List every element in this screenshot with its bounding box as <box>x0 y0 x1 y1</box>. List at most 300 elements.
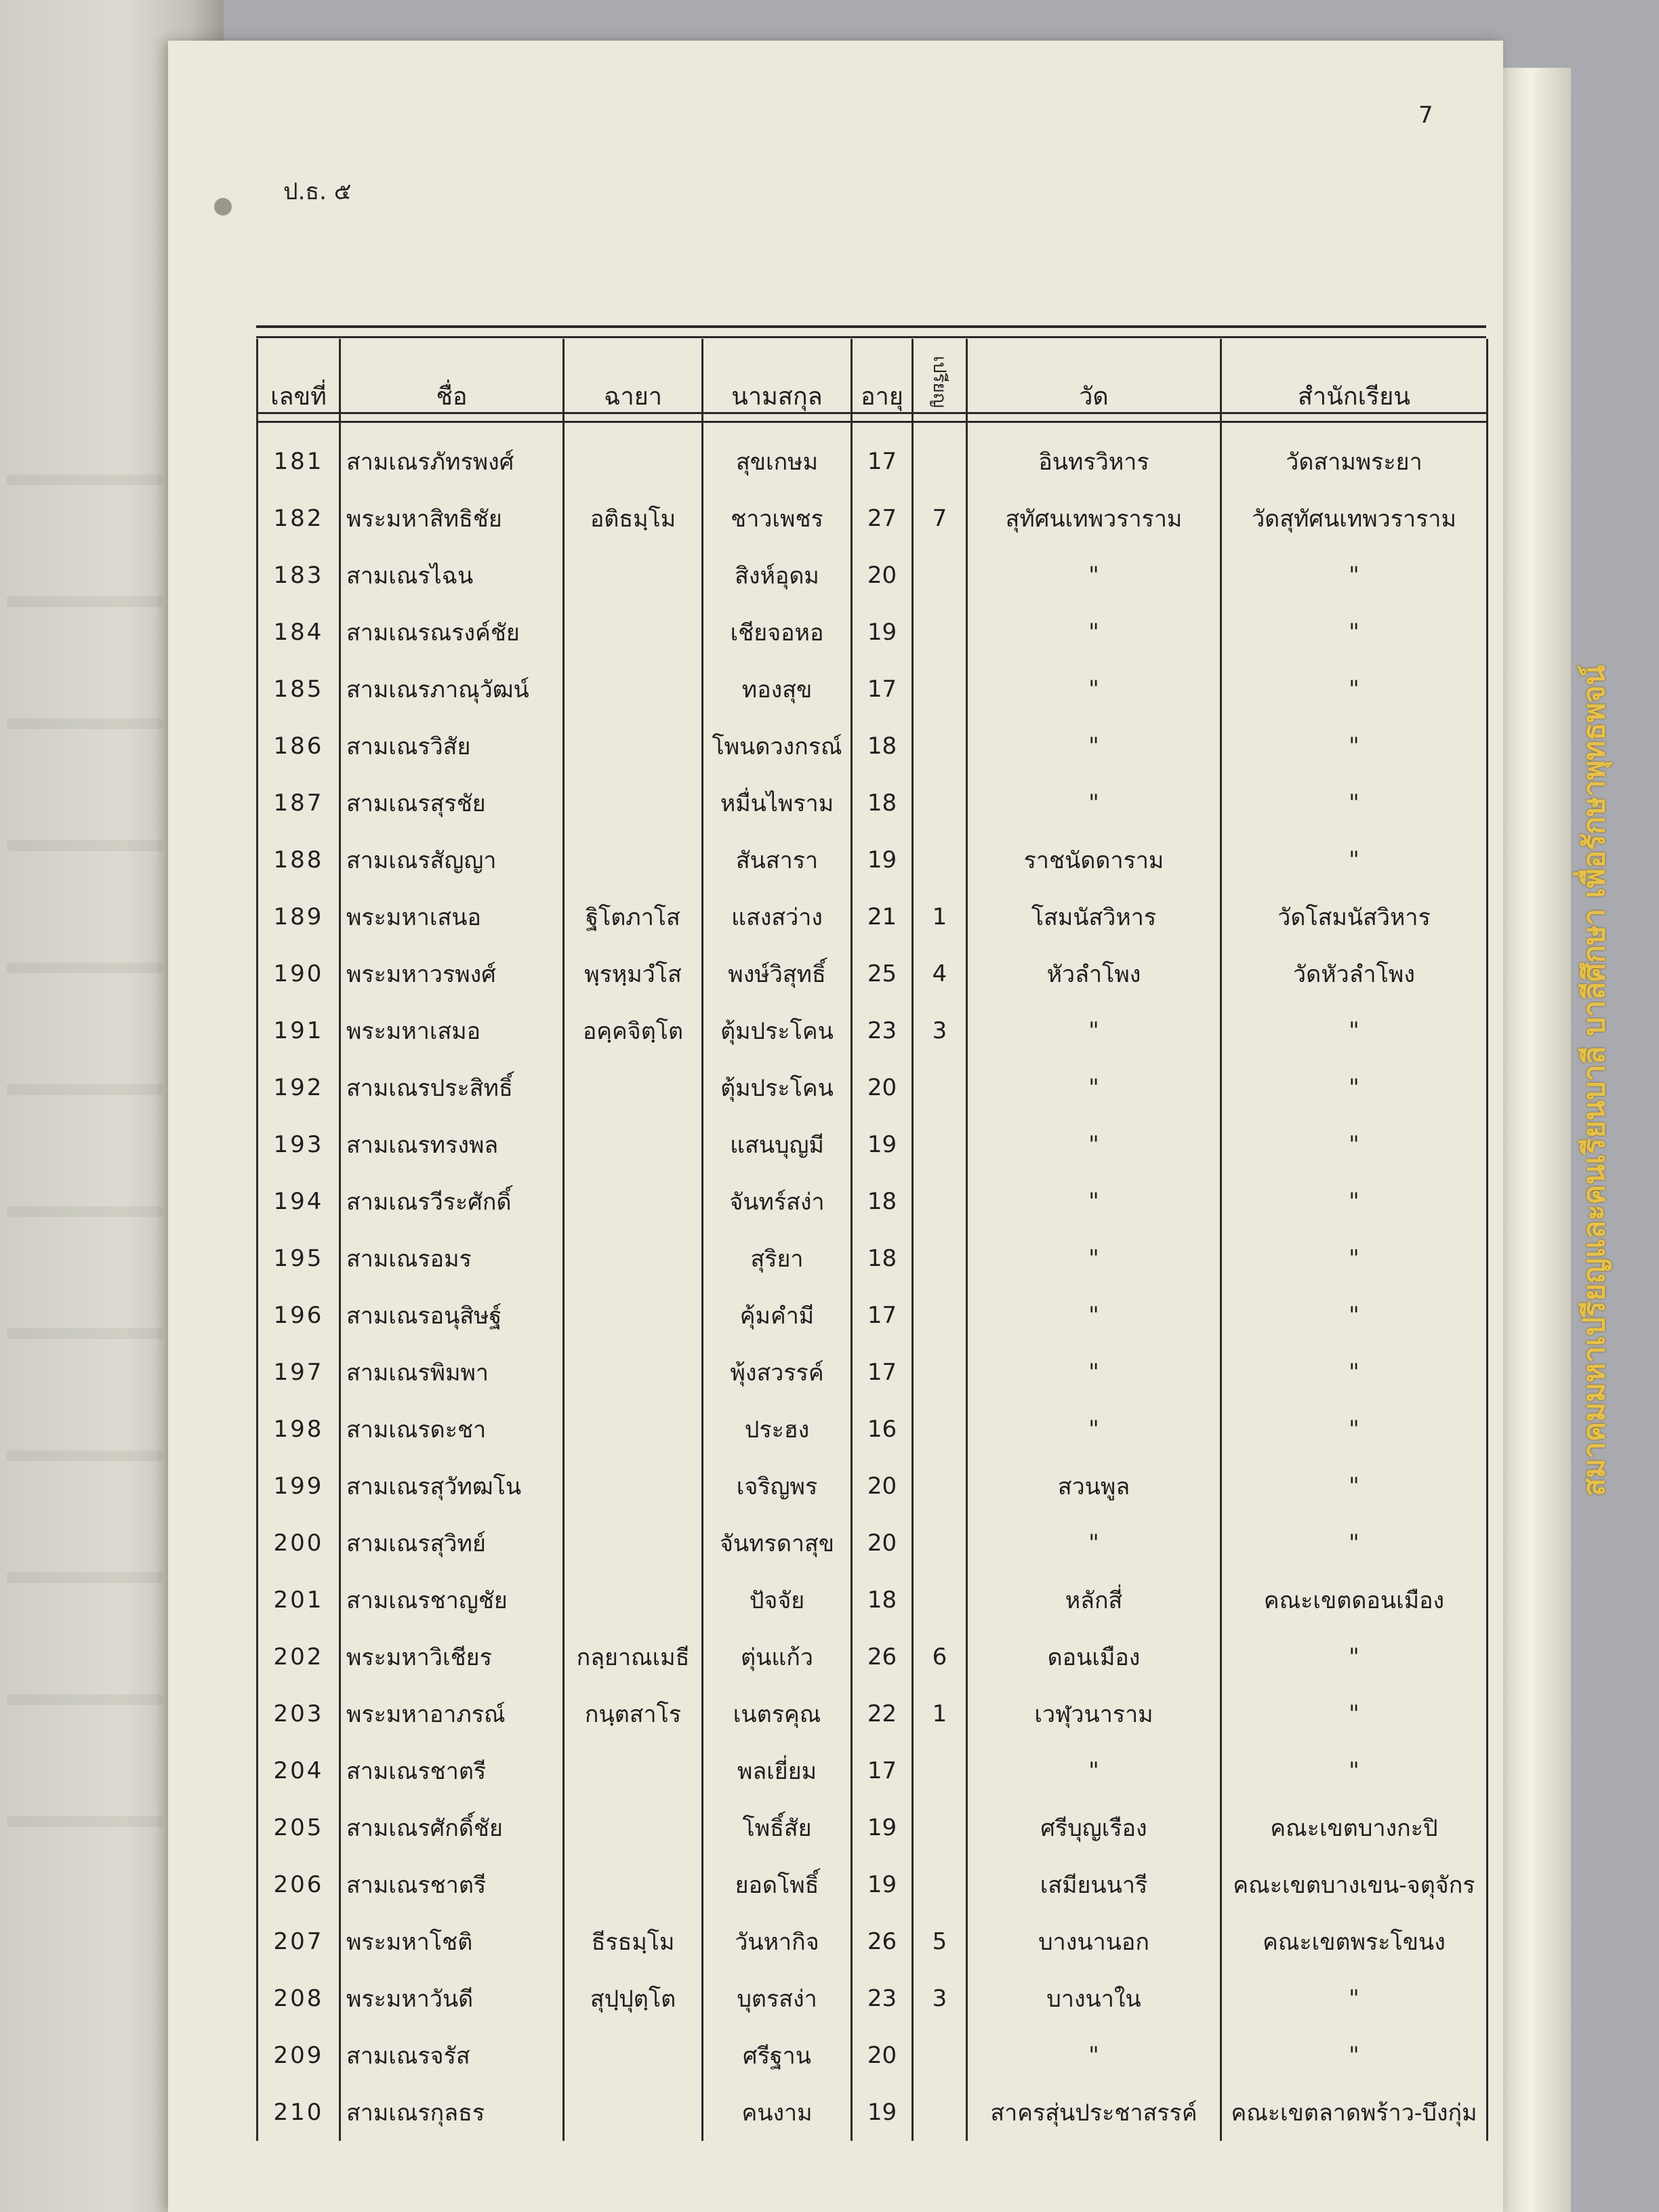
cell-grade-level: 5 <box>913 1913 967 1970</box>
cell-age: 26 <box>852 1629 913 1685</box>
cell-temple: " <box>967 1116 1221 1173</box>
cell-monastic-title <box>564 1287 703 1344</box>
cell-age: 21 <box>852 888 913 945</box>
cell-school: คณะเขตดอนเมือง <box>1221 1572 1488 1629</box>
cell-surname: บุตรสง่า <box>703 1970 852 2027</box>
cell-grade-level <box>913 1742 967 1799</box>
header-grade-label: เปรียญ <box>929 356 949 408</box>
cell-school: " <box>1221 1116 1488 1173</box>
cell-row-number: 190 <box>258 945 340 1002</box>
cell-surname: พุ้งสวรรค์ <box>703 1344 852 1401</box>
cell-surname: ตุ้มประโคน <box>703 1002 852 1059</box>
cell-temple: " <box>967 1515 1221 1572</box>
table-row <box>258 1856 1488 1913</box>
table-row <box>258 1572 1488 1629</box>
faded-text-line <box>7 474 163 485</box>
cell-monk-name: สามเณรกุลธร <box>340 2084 564 2141</box>
cell-row-number: 200 <box>258 1515 340 1572</box>
cell-age: 19 <box>852 1856 913 1913</box>
cell-temple: " <box>967 1401 1221 1458</box>
cell-temple: เวฬุวนาราม <box>967 1685 1221 1742</box>
cell-monk-name: พระมหาอาภรณ์ <box>340 1685 564 1742</box>
cell-grade-level: 1 <box>913 888 967 945</box>
cell-row-number: 181 <box>258 425 340 490</box>
cell-age: 18 <box>852 1230 913 1287</box>
cell-row-number: 205 <box>258 1799 340 1856</box>
cell-monastic-title <box>564 1572 703 1629</box>
table-row <box>258 2027 1488 2084</box>
cell-temple: " <box>967 547 1221 604</box>
cell-grade-level <box>913 1856 967 1913</box>
cell-school: คณะเขตพระโขนง <box>1221 1913 1488 1970</box>
cell-monk-name: พระมหาวรพงศ์ <box>340 945 564 1002</box>
cell-age: 19 <box>852 2084 913 2141</box>
cell-row-number: 194 <box>258 1173 340 1230</box>
cell-grade-level <box>913 1230 967 1287</box>
table-row <box>258 661 1488 718</box>
cell-monk-name: สามเณรสุวัทฒโน <box>340 1458 564 1515</box>
cell-grade-level <box>913 1059 967 1116</box>
cell-age: 20 <box>852 1458 913 1515</box>
cell-age: 23 <box>852 1970 913 2027</box>
cell-monastic-title: พฺรหฺมวํโส <box>564 945 703 1002</box>
cell-temple: อินทรวิหาร <box>967 425 1221 490</box>
cell-monastic-title <box>564 1230 703 1287</box>
cell-surname: สุริยา <box>703 1230 852 1287</box>
cell-grade-level <box>913 775 967 832</box>
cell-monastic-title <box>564 1173 703 1230</box>
cell-age: 27 <box>852 490 913 547</box>
cell-monk-name: พระมหาวันดี <box>340 1970 564 2027</box>
document-page <box>168 41 1503 2212</box>
cell-temple: " <box>967 775 1221 832</box>
cell-row-number: 210 <box>258 2084 340 2141</box>
cell-monk-name: สามเณรสัญญา <box>340 832 564 888</box>
table-row <box>258 1173 1488 1230</box>
cell-school: วัดสุทัศนเทพวราราม <box>1221 490 1488 547</box>
cell-temple: " <box>967 1742 1221 1799</box>
header-title: ฉายา <box>564 339 703 425</box>
cell-monastic-title <box>564 1116 703 1173</box>
cell-grade-level <box>913 425 967 490</box>
cell-monastic-title <box>564 425 703 490</box>
table-row <box>258 604 1488 661</box>
table-row <box>258 425 1488 490</box>
cell-monk-name: พระมหาเสนอ <box>340 888 564 945</box>
cell-school: " <box>1221 718 1488 775</box>
cell-surname: ปัจจัย <box>703 1572 852 1629</box>
header-school: สำนักเรียน <box>1221 339 1488 425</box>
cell-age: 17 <box>852 1742 913 1799</box>
table-header-row <box>258 339 1488 425</box>
cell-school: " <box>1221 775 1488 832</box>
cell-grade-level <box>913 832 967 888</box>
cell-school: " <box>1221 2027 1488 2084</box>
cell-row-number: 186 <box>258 718 340 775</box>
cell-surname: ยอดโพธิ์ <box>703 1856 852 1913</box>
cell-monk-name: สามเณรอนุสิษฐ์ <box>340 1287 564 1344</box>
cell-monk-name: พระมหาโชติ <box>340 1913 564 1970</box>
faded-text-line <box>7 596 163 607</box>
cell-surname: คนงาม <box>703 2084 852 2141</box>
cell-age: 19 <box>852 832 913 888</box>
cell-monastic-title <box>564 2027 703 2084</box>
cell-surname: จันทร์สง่า <box>703 1173 852 1230</box>
header-surname: นามสกุล <box>703 339 852 425</box>
cell-temple: สวนพูล <box>967 1458 1221 1515</box>
watermark: สมาคมมหาเปรียญและคนเรียนบาลี บาลีศึกษา เพื่อรักษาพุทธพจน์ <box>1577 665 1612 1497</box>
cell-row-number: 201 <box>258 1572 340 1629</box>
header-grade <box>913 339 967 425</box>
cell-surname: หมื่นไพราม <box>703 775 852 832</box>
cell-row-number: 182 <box>258 490 340 547</box>
cell-surname: ประฮง <box>703 1401 852 1458</box>
cell-school: " <box>1221 1515 1488 1572</box>
cell-surname: แสงสว่าง <box>703 888 852 945</box>
cell-age: 17 <box>852 1287 913 1344</box>
faded-text-line <box>7 1084 163 1095</box>
cell-school: คณะเขตลาดพร้าว-บึงกุ่ม <box>1221 2084 1488 2141</box>
cell-temple: " <box>967 1002 1221 1059</box>
faded-text-line <box>7 718 163 729</box>
cell-monk-name: พระมหาสิทธิชัย <box>340 490 564 547</box>
cell-monastic-title <box>564 1344 703 1401</box>
cell-monastic-title: กนฺตสาโร <box>564 1685 703 1742</box>
faded-text-line <box>7 1450 163 1461</box>
cell-school: " <box>1221 1287 1488 1344</box>
cell-temple: " <box>967 718 1221 775</box>
table-row <box>258 2084 1488 2141</box>
exam-results-table <box>256 339 1488 2141</box>
cell-grade-level: 3 <box>913 1002 967 1059</box>
cell-temple: หัวลำโพง <box>967 945 1221 1002</box>
cell-monastic-title: ธีรธมฺโม <box>564 1913 703 1970</box>
cell-surname: เชียจอหอ <box>703 604 852 661</box>
faded-text-line <box>7 1816 163 1827</box>
cell-row-number: 209 <box>258 2027 340 2084</box>
cell-monk-name: สามเณรอมร <box>340 1230 564 1287</box>
cell-row-number: 183 <box>258 547 340 604</box>
header-temple: วัด <box>967 339 1221 425</box>
table-row <box>258 775 1488 832</box>
cell-grade-level <box>913 2027 967 2084</box>
cell-surname: คุ้มคำมี <box>703 1287 852 1344</box>
table-row <box>258 1913 1488 1970</box>
cell-grade-level <box>913 718 967 775</box>
cell-school: " <box>1221 1173 1488 1230</box>
cell-school: วัดหัวลำโพง <box>1221 945 1488 1002</box>
cell-surname: แสนบุญมี <box>703 1116 852 1173</box>
cell-grade-level <box>913 1799 967 1856</box>
cell-monk-name: สามเณรวีระศักดิ์ <box>340 1173 564 1230</box>
cell-row-number: 207 <box>258 1913 340 1970</box>
cell-age: 22 <box>852 1685 913 1742</box>
table-row <box>258 1799 1488 1856</box>
cell-grade-level <box>913 1116 967 1173</box>
cell-temple: " <box>967 1344 1221 1401</box>
cell-monk-name: สามเณรดะชา <box>340 1401 564 1458</box>
cell-age: 20 <box>852 1059 913 1116</box>
cell-school: คณะเขตบางกะปิ <box>1221 1799 1488 1856</box>
table-row <box>258 490 1488 547</box>
cell-row-number: 204 <box>258 1742 340 1799</box>
cell-surname: สิงห์อุดม <box>703 547 852 604</box>
cell-monastic-title: ฐิโตภาโส <box>564 888 703 945</box>
cell-monastic-title <box>564 1742 703 1799</box>
cell-monastic-title <box>564 604 703 661</box>
cell-monastic-title <box>564 775 703 832</box>
cell-grade-level <box>913 1287 967 1344</box>
cell-temple: ราชนัดดาราม <box>967 832 1221 888</box>
cell-row-number: 184 <box>258 604 340 661</box>
cell-monk-name: พระมหาวิเชียร <box>340 1629 564 1685</box>
cell-monastic-title <box>564 1856 703 1913</box>
cell-surname: สุขเกษม <box>703 425 852 490</box>
cell-monk-name: สามเณรชาตรี <box>340 1856 564 1913</box>
cell-monk-name: สามเณรณรงค์ชัย <box>340 604 564 661</box>
cell-school: " <box>1221 1685 1488 1742</box>
page-edge <box>1503 68 1571 2212</box>
cell-grade-level <box>913 604 967 661</box>
cell-age: 16 <box>852 1401 913 1458</box>
cell-age: 17 <box>852 425 913 490</box>
table-row <box>258 1059 1488 1116</box>
cell-surname: วันหากิจ <box>703 1913 852 1970</box>
cell-temple: ดอนเมือง <box>967 1629 1221 1685</box>
cell-temple: บางนานอก <box>967 1913 1221 1970</box>
header-double-rule <box>256 325 1486 338</box>
table-row <box>258 718 1488 775</box>
cell-surname: โพนดวงกรณ์ <box>703 718 852 775</box>
header-age: อายุ <box>852 339 913 425</box>
document-code: ป.ธ. ๕ <box>283 178 352 205</box>
cell-school: คณะเขตบางเขน-จตุจักร <box>1221 1856 1488 1913</box>
cell-grade-level <box>913 1458 967 1515</box>
table-row <box>258 1742 1488 1799</box>
cell-monk-name: สามเณรสุรชัย <box>340 775 564 832</box>
faded-text-line <box>7 1572 163 1583</box>
cell-monastic-title <box>564 832 703 888</box>
punch-hole <box>214 198 232 216</box>
cell-row-number: 197 <box>258 1344 340 1401</box>
cell-surname: พงษ์วิสุทธิ์ <box>703 945 852 1002</box>
cell-temple: หลักสี่ <box>967 1572 1221 1629</box>
cell-age: 25 <box>852 945 913 1002</box>
cell-monastic-title <box>564 1515 703 1572</box>
cell-age: 20 <box>852 547 913 604</box>
cell-grade-level: 4 <box>913 945 967 1002</box>
cell-monk-name: สามเณรสุวิทย์ <box>340 1515 564 1572</box>
cell-surname: ชาวเพชร <box>703 490 852 547</box>
cell-monastic-title <box>564 1799 703 1856</box>
cell-grade-level <box>913 1515 967 1572</box>
cell-monk-name: สามเณรจรัส <box>340 2027 564 2084</box>
cell-row-number: 188 <box>258 832 340 888</box>
cell-surname: โพธิ์สัย <box>703 1799 852 1856</box>
cell-age: 17 <box>852 661 913 718</box>
cell-temple: สุทัศนเทพวราราม <box>967 490 1221 547</box>
cell-row-number: 189 <box>258 888 340 945</box>
table-row <box>258 888 1488 945</box>
cell-age: 19 <box>852 604 913 661</box>
header-name: ชื่อ <box>340 339 564 425</box>
cell-surname: จันทรดาสุข <box>703 1515 852 1572</box>
faded-text-line <box>7 840 163 851</box>
cell-school: วัดสามพระยา <box>1221 425 1488 490</box>
table-row <box>258 945 1488 1002</box>
cell-monastic-title <box>564 1059 703 1116</box>
cell-temple: " <box>967 1059 1221 1116</box>
cell-school: " <box>1221 1458 1488 1515</box>
cell-row-number: 202 <box>258 1629 340 1685</box>
header-no: เลขที่ <box>258 339 340 425</box>
cell-age: 18 <box>852 718 913 775</box>
cell-row-number: 208 <box>258 1970 340 2027</box>
cell-age: 18 <box>852 1572 913 1629</box>
cell-monk-name: สามเณรไฉน <box>340 547 564 604</box>
cell-school: " <box>1221 1002 1488 1059</box>
cell-temple: " <box>967 1230 1221 1287</box>
cell-school: " <box>1221 1344 1488 1401</box>
cell-temple: " <box>967 1173 1221 1230</box>
table-row <box>258 1230 1488 1287</box>
cell-monk-name: สามเณรศักดิ์ชัย <box>340 1799 564 1856</box>
cell-row-number: 195 <box>258 1230 340 1287</box>
cell-monastic-title <box>564 718 703 775</box>
cell-row-number: 185 <box>258 661 340 718</box>
table-row <box>258 1629 1488 1685</box>
cell-temple: บางนาใน <box>967 1970 1221 2027</box>
cell-monastic-title: อคฺคจิตฺโต <box>564 1002 703 1059</box>
cell-age: 18 <box>852 1173 913 1230</box>
cell-grade-level <box>913 1344 967 1401</box>
cell-surname: เจริญพร <box>703 1458 852 1515</box>
cell-surname: พลเยี่ยม <box>703 1742 852 1799</box>
cell-row-number: 187 <box>258 775 340 832</box>
cell-row-number: 196 <box>258 1287 340 1344</box>
cell-temple: " <box>967 604 1221 661</box>
cell-age: 18 <box>852 775 913 832</box>
cell-age: 19 <box>852 1799 913 1856</box>
cell-temple: โสมนัสวิหาร <box>967 888 1221 945</box>
cell-school: " <box>1221 1401 1488 1458</box>
cell-age: 20 <box>852 1515 913 1572</box>
faded-text-line <box>7 1328 163 1339</box>
cell-grade-level: 1 <box>913 1685 967 1742</box>
cell-monastic-title <box>564 661 703 718</box>
cell-surname: เนตรคุณ <box>703 1685 852 1742</box>
cell-surname: ตุ้มประโคน <box>703 1059 852 1116</box>
cell-school: " <box>1221 1742 1488 1799</box>
cell-row-number: 198 <box>258 1401 340 1458</box>
cell-school: " <box>1221 547 1488 604</box>
cell-monastic-title: กลฺยาณเมธี <box>564 1629 703 1685</box>
cell-monk-name: สามเณรชาตรี <box>340 1742 564 1799</box>
table-row <box>258 547 1488 604</box>
cell-age: 19 <box>852 1116 913 1173</box>
cell-grade-level: 6 <box>913 1629 967 1685</box>
cell-grade-level <box>913 547 967 604</box>
cell-row-number: 203 <box>258 1685 340 1742</box>
table-row <box>258 1970 1488 2027</box>
table-row <box>258 1002 1488 1059</box>
table-row <box>258 1458 1488 1515</box>
cell-row-number: 206 <box>258 1856 340 1913</box>
cell-monastic-title <box>564 1458 703 1515</box>
cell-school: " <box>1221 1230 1488 1287</box>
page-number: 7 <box>1418 102 1433 129</box>
table-row <box>258 1401 1488 1458</box>
cell-grade-level <box>913 1572 967 1629</box>
cell-school: " <box>1221 1059 1488 1116</box>
faded-text-line <box>7 962 163 973</box>
cell-age: 23 <box>852 1002 913 1059</box>
table-row <box>258 1287 1488 1344</box>
cell-surname: ตุ่นแก้ว <box>703 1629 852 1685</box>
cell-temple: " <box>967 661 1221 718</box>
cell-monastic-title: อติธมฺโม <box>564 490 703 547</box>
cell-age: 26 <box>852 1913 913 1970</box>
cell-school: " <box>1221 1629 1488 1685</box>
cell-grade-level <box>913 2084 967 2141</box>
cell-monk-name: พระมหาเสมอ <box>340 1002 564 1059</box>
table-row <box>258 1685 1488 1742</box>
cell-temple: " <box>967 1287 1221 1344</box>
faded-text-line <box>7 1694 163 1705</box>
cell-monk-name: สามเณรวิสัย <box>340 718 564 775</box>
cell-monastic-title <box>564 547 703 604</box>
table-row <box>258 832 1488 888</box>
cell-grade-level <box>913 661 967 718</box>
table-row <box>258 1515 1488 1572</box>
cell-monk-name: สามเณรพิมพา <box>340 1344 564 1401</box>
cell-monk-name: สามเณรประสิทธิ์ <box>340 1059 564 1116</box>
cell-monastic-title <box>564 1401 703 1458</box>
table-row <box>258 1116 1488 1173</box>
cell-grade-level <box>913 1401 967 1458</box>
cell-surname: สันสารา <box>703 832 852 888</box>
cell-grade-level: 3 <box>913 1970 967 2027</box>
cell-temple: ศรีบุญเรือง <box>967 1799 1221 1856</box>
cell-school: " <box>1221 1970 1488 2027</box>
cell-temple: เสมียนนารี <box>967 1856 1221 1913</box>
faded-text-line <box>7 1206 163 1217</box>
cell-temple: " <box>967 2027 1221 2084</box>
cell-monk-name: สามเณรทรงพล <box>340 1116 564 1173</box>
cell-school: " <box>1221 604 1488 661</box>
cell-school: " <box>1221 661 1488 718</box>
cell-surname: ทองสุข <box>703 661 852 718</box>
cell-surname: ศรีฐาน <box>703 2027 852 2084</box>
cell-monastic-title: สุปฺปุตฺโต <box>564 1970 703 2027</box>
table-row <box>258 1344 1488 1401</box>
cell-school: " <box>1221 832 1488 888</box>
cell-row-number: 191 <box>258 1002 340 1059</box>
cell-grade-level: 7 <box>913 490 967 547</box>
cell-row-number: 192 <box>258 1059 340 1116</box>
cell-school: วัดโสมนัสวิหาร <box>1221 888 1488 945</box>
cell-age: 17 <box>852 1344 913 1401</box>
cell-age: 20 <box>852 2027 913 2084</box>
cell-monk-name: สามเณรภาณุวัฒน์ <box>340 661 564 718</box>
cell-row-number: 193 <box>258 1116 340 1173</box>
cell-monk-name: สามเณรภัทรพงศ์ <box>340 425 564 490</box>
cell-grade-level <box>913 1173 967 1230</box>
cell-monk-name: สามเณรชาญชัย <box>340 1572 564 1629</box>
cell-monastic-title <box>564 2084 703 2141</box>
cell-temple: สาครสุ่นประชาสรรค์ <box>967 2084 1221 2141</box>
cell-row-number: 199 <box>258 1458 340 1515</box>
